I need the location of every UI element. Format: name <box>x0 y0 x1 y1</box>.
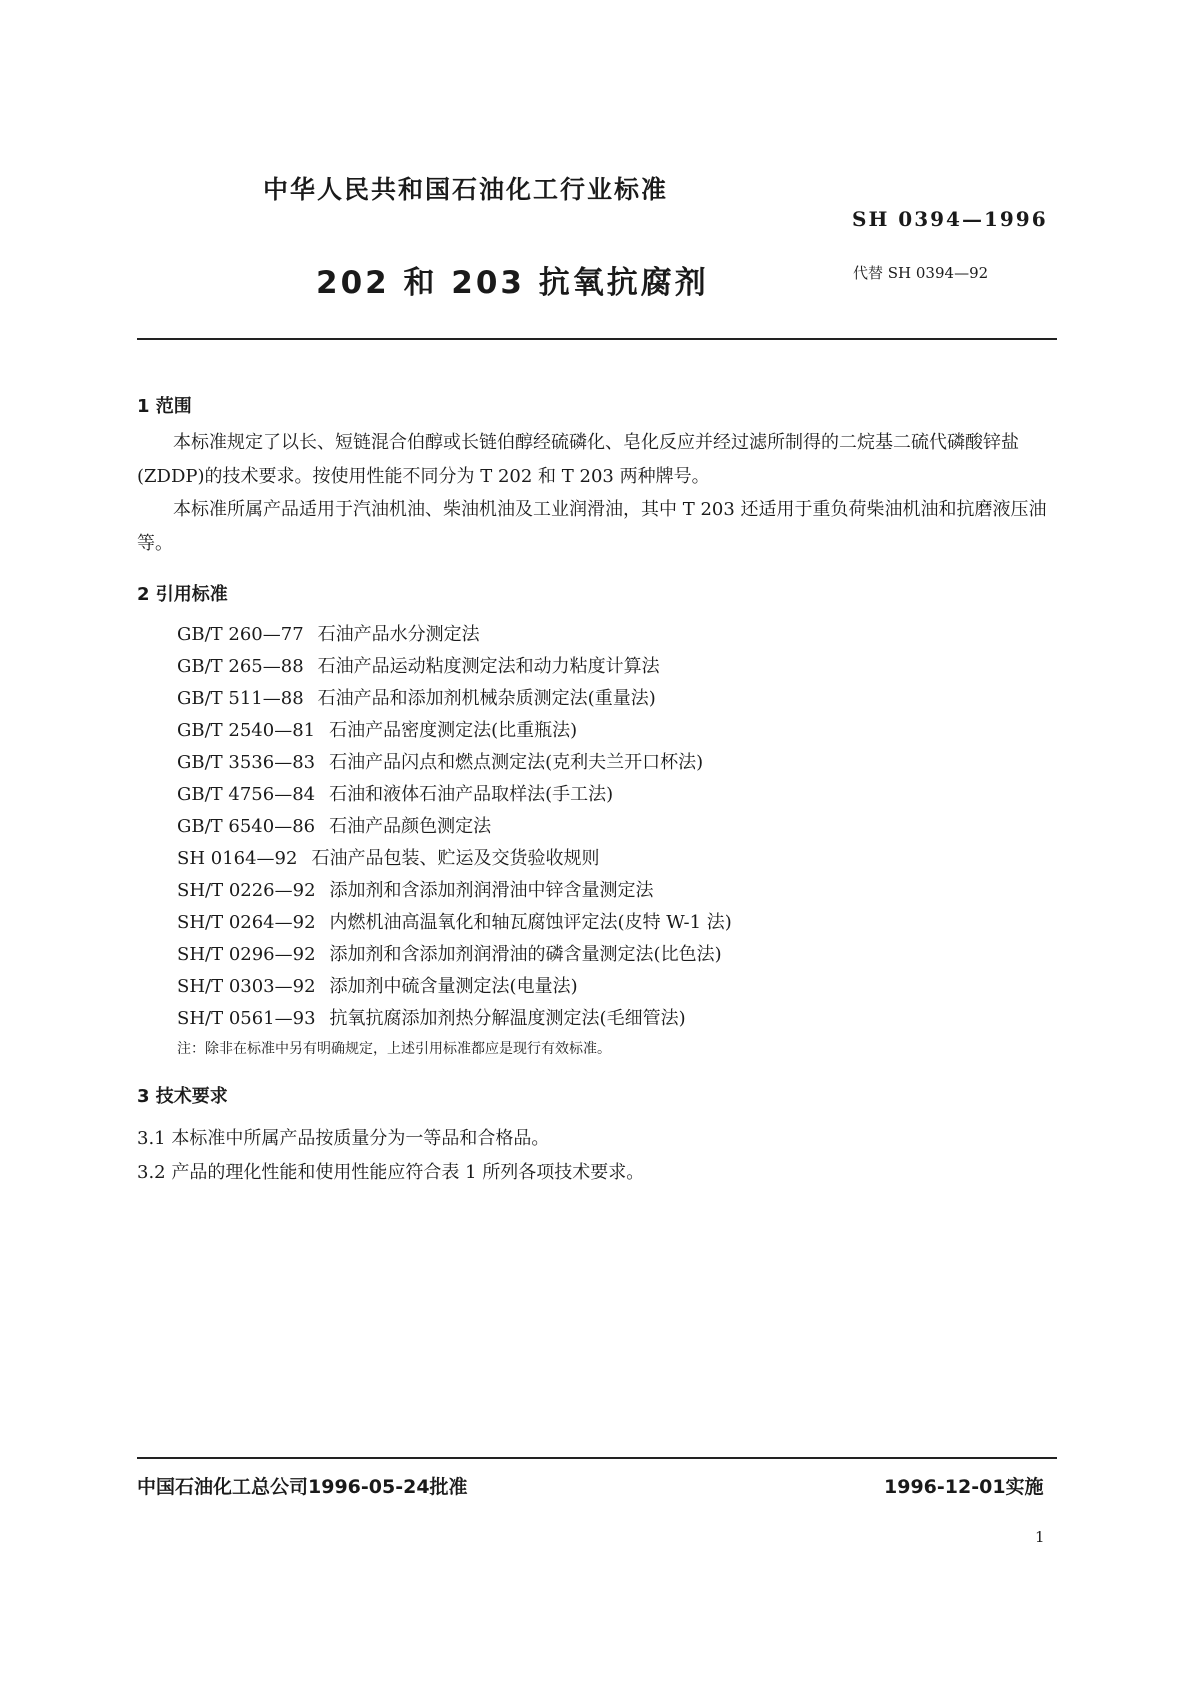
reference-item <box>177 748 703 774</box>
reference-item <box>177 908 732 934</box>
reference-code: SH/T 0303—92 <box>177 976 316 997</box>
reference-title: 抗氧抗腐添加剂热分解温度测定法(毛细管法) <box>329 1008 686 1029</box>
section-3-heading: 3 技术要求 <box>137 1086 228 1107</box>
reference-title: 石油产品包装、贮运及交货验收规则 <box>311 848 600 869</box>
reference-item <box>177 652 660 678</box>
reference-item <box>177 876 654 902</box>
reference-title: 添加剂和含添加剂润滑油的磷含量测定法(比色法) <box>329 944 722 965</box>
reference-item <box>177 780 613 806</box>
section-2-heading: 2 引用标准 <box>137 584 228 605</box>
reference-title: 添加剂中硫含量测定法(电量法) <box>329 976 578 997</box>
reference-title: 添加剂和含添加剂润滑油中锌含量测定法 <box>329 880 654 901</box>
reference-item <box>177 620 480 646</box>
footer-divider <box>137 1457 1057 1459</box>
section-1-heading: 1 范围 <box>137 396 192 417</box>
reference-title: 石油产品闪点和燃点测定法(克利夫兰开口杯法) <box>329 752 704 773</box>
reference-code: GB/T 3536—83 <box>177 752 316 773</box>
clause-3-1: 3.1 本标准中所属产品按质量分为一等品和合格品。 <box>137 1128 550 1149</box>
reference-title: 内燃机油高温氧化和轴瓦腐蚀评定法(皮特 W-1 法) <box>329 912 732 933</box>
reference-code: GB/T 6540—86 <box>177 816 316 837</box>
reference-item <box>177 684 656 710</box>
reference-code: GB/T 511—88 <box>177 688 304 709</box>
reference-title: 石油产品运动粘度测定法和动力粘度计算法 <box>317 656 660 677</box>
reference-title: 石油和液体石油产品取样法(手工法) <box>329 784 614 805</box>
reference-code: GB/T 265—88 <box>177 656 304 677</box>
reference-title: 石油产品和添加剂机械杂质测定法(重量法) <box>317 688 656 709</box>
reference-title: 石油产品水分测定法 <box>317 624 480 645</box>
reference-note: 注：除非在标准中另有明确规定，上述引用标准都应是现行有效标准。 <box>177 1041 611 1057</box>
section-1-paragraph-2: 本标准所属产品适用于汽油机油、柴油机油及工业润滑油，其中 T 203 还适用于重负荷柴油机油和抗磨液压油等。 <box>137 499 1047 554</box>
document-title: 202 和 203 抗氧抗腐剂 <box>316 265 709 301</box>
page-number: 1 <box>1035 1528 1045 1546</box>
reference-item <box>177 940 722 966</box>
reference-code: SH/T 0264—92 <box>177 912 316 933</box>
reference-title: 石油产品密度测定法(比重瓶法) <box>329 720 578 741</box>
reference-code: SH/T 0226—92 <box>177 880 316 901</box>
reference-code: GB/T 4756—84 <box>177 784 316 805</box>
approval-info: 中国石油化工总公司1996-05-24批准 <box>137 1476 468 1498</box>
replaces-standard: 代替 SH 0394—92 <box>853 264 989 282</box>
reference-code: SH/T 0296—92 <box>177 944 316 965</box>
reference-code: GB/T 2540—81 <box>177 720 316 741</box>
reference-code: SH 0164—92 <box>177 848 298 869</box>
reference-code: SH/T 0561—93 <box>177 1008 316 1029</box>
section-1-paragraph-1: 本标准规定了以长、短链混合伯醇或长链伯醇经硫磷化、皂化反应并经过滤所制得的二烷基二硫代磷酸锌盐(ZDDP)的技术要求。按使用性能不同分为 T 202 和 T 203 两种牌号。 <box>137 432 1019 487</box>
effective-date: 1996-12-01实施 <box>884 1476 1044 1498</box>
reference-item <box>177 972 578 998</box>
reference-item <box>177 716 577 742</box>
header-divider <box>137 338 1057 340</box>
reference-code: GB/T 260—77 <box>177 624 304 645</box>
reference-item <box>177 844 599 870</box>
reference-title: 石油产品颜色测定法 <box>329 816 492 837</box>
reference-item <box>177 812 491 838</box>
reference-item <box>177 1004 686 1030</box>
standard-code: SH 0394—1996 <box>852 207 1048 231</box>
issuing-organization-title: 中华人民共和国石油化工行业标准 <box>263 175 669 204</box>
clause-3-2: 3.2 产品的理化性能和使用性能应符合表 1 所列各项技术要求。 <box>137 1162 645 1183</box>
